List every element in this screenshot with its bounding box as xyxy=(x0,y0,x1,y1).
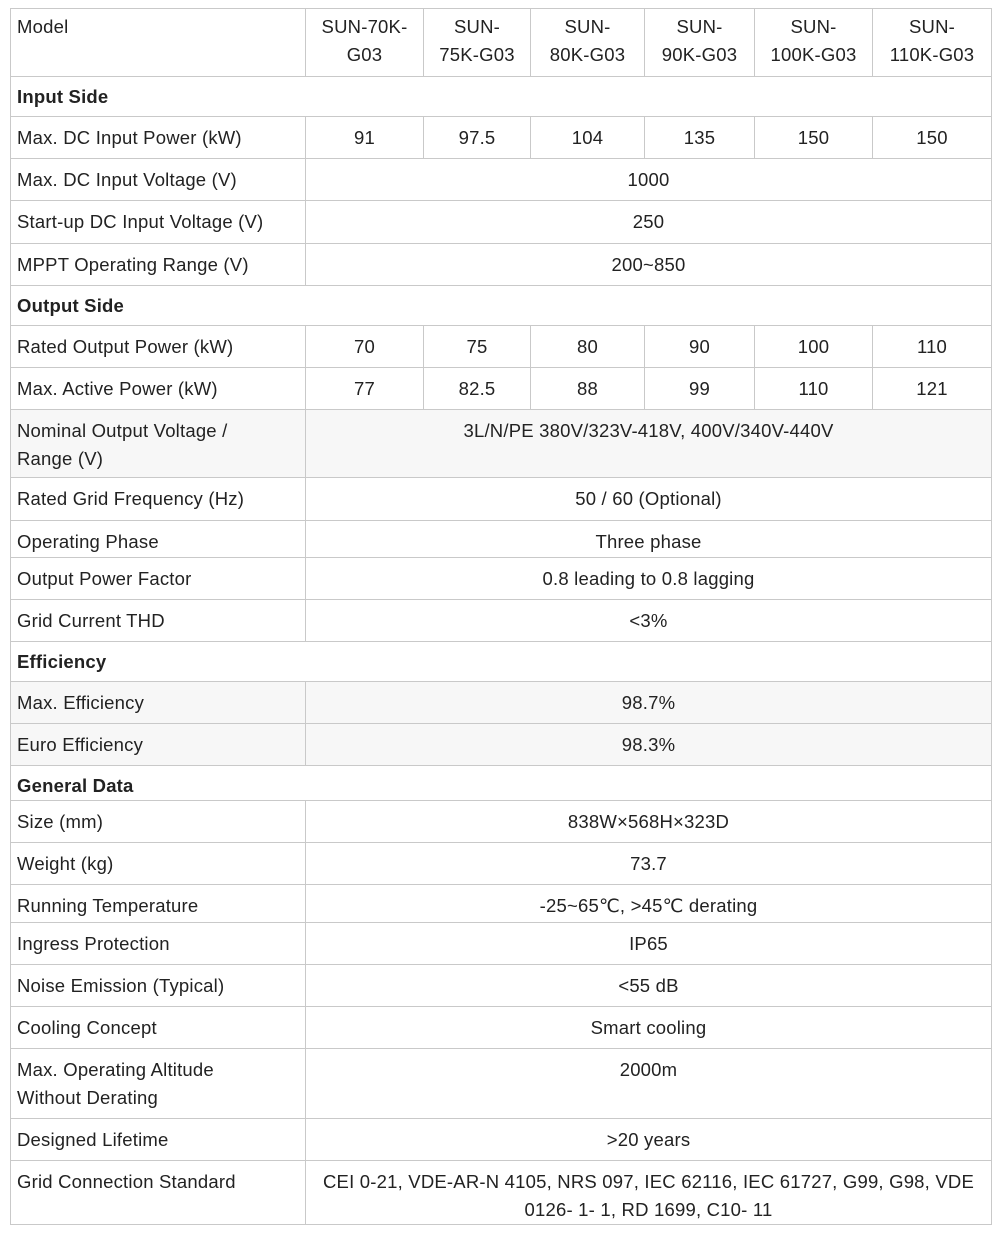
model-header-cell: SUN- 90K-G03 xyxy=(645,9,755,77)
spec-value: 75 xyxy=(424,326,531,368)
spec-value: 88 xyxy=(531,368,645,410)
model-header-cell: SUN- 80K-G03 xyxy=(531,9,645,77)
spec-table-body xyxy=(11,9,992,1225)
spec-row xyxy=(11,1119,992,1161)
section-header-row xyxy=(11,77,992,117)
model-header-cell: SUN- 75K-G03 xyxy=(424,9,531,77)
spec-value: 91 xyxy=(306,117,424,159)
spec-value: 82.5 xyxy=(424,368,531,410)
spec-label: Operating Phase xyxy=(11,521,306,558)
spec-label: Size (mm) xyxy=(11,801,306,843)
model-header-row xyxy=(11,9,992,77)
spec-row xyxy=(11,1161,992,1225)
spec-value: 150 xyxy=(873,117,992,159)
spec-label: Output Power Factor xyxy=(11,558,306,600)
model-header-cell: SUN- 100K-G03 xyxy=(755,9,873,77)
spec-value: 70 xyxy=(306,326,424,368)
spec-value: <3% xyxy=(306,600,992,642)
spec-row xyxy=(11,965,992,1007)
spec-value: 104 xyxy=(531,117,645,159)
spec-row xyxy=(11,478,992,521)
spec-value: 150 xyxy=(755,117,873,159)
spec-value: 98.7% xyxy=(306,682,992,724)
spec-table xyxy=(10,8,992,1225)
spec-label: Grid Connection Standard xyxy=(11,1161,306,1225)
spec-value: >20 years xyxy=(306,1119,992,1161)
spec-row xyxy=(11,117,992,159)
section-header-row xyxy=(11,286,992,326)
spec-label: Grid Current THD xyxy=(11,600,306,642)
spec-value: 2000m xyxy=(306,1049,992,1119)
spec-value: 0.8 leading to 0.8 lagging xyxy=(306,558,992,600)
spec-row xyxy=(11,410,992,478)
spec-value: Three phase xyxy=(306,521,992,558)
spec-value: 90 xyxy=(645,326,755,368)
spec-label: Rated Grid Frequency (Hz) xyxy=(11,478,306,521)
spec-label: Running Temperature xyxy=(11,885,306,923)
spec-label: Max. Operating Altitude Without Derating xyxy=(11,1049,306,1119)
spec-row xyxy=(11,682,992,724)
spec-value: CEI 0-21, VDE-AR-N 4105, NRS 097, IEC 62116, IEC 61727, G99, G98, VDE 0126- 1- 1, RD 1699, C10- 11 xyxy=(306,1161,992,1225)
spec-value: 77 xyxy=(306,368,424,410)
spec-value: 80 xyxy=(531,326,645,368)
spec-label: Nominal Output Voltage / Range (V) xyxy=(11,410,306,478)
spec-row xyxy=(11,1007,992,1049)
spec-value: 110 xyxy=(755,368,873,410)
spec-value: 97.5 xyxy=(424,117,531,159)
spec-row xyxy=(11,244,992,286)
spec-row xyxy=(11,843,992,885)
spec-value: 98.3% xyxy=(306,724,992,766)
model-header-label: Model xyxy=(11,9,306,77)
section-header-row xyxy=(11,642,992,682)
spec-value: 1000 xyxy=(306,159,992,201)
spec-row xyxy=(11,368,992,410)
model-header-cell: SUN- 110K-G03 xyxy=(873,9,992,77)
spec-value: Smart cooling xyxy=(306,1007,992,1049)
spec-label: MPPT Operating Range (V) xyxy=(11,244,306,286)
section-title: Output Side xyxy=(11,286,992,326)
spec-value: 73.7 xyxy=(306,843,992,885)
spec-label: Cooling Concept xyxy=(11,1007,306,1049)
spec-row xyxy=(11,923,992,965)
spec-label: Designed Lifetime xyxy=(11,1119,306,1161)
model-header-cell: SUN-70K- G03 xyxy=(306,9,424,77)
section-title: General Data xyxy=(11,766,992,801)
spec-value: <55 dB xyxy=(306,965,992,1007)
section-title: Efficiency xyxy=(11,642,992,682)
spec-row xyxy=(11,521,992,558)
spec-label: Noise Emission (Typical) xyxy=(11,965,306,1007)
spec-label: Max. Efficiency xyxy=(11,682,306,724)
spec-row xyxy=(11,326,992,368)
spec-label: Start-up DC Input Voltage (V) xyxy=(11,201,306,244)
spec-label: Rated Output Power (kW) xyxy=(11,326,306,368)
spec-row xyxy=(11,1049,992,1119)
spec-value: 110 xyxy=(873,326,992,368)
spec-label: Max. DC Input Voltage (V) xyxy=(11,159,306,201)
spec-label: Weight (kg) xyxy=(11,843,306,885)
spec-row xyxy=(11,600,992,642)
spec-value: 135 xyxy=(645,117,755,159)
spec-value: 99 xyxy=(645,368,755,410)
spec-label: Ingress Protection xyxy=(11,923,306,965)
spec-row xyxy=(11,885,992,923)
spec-value: 50 / 60 (Optional) xyxy=(306,478,992,521)
spec-row xyxy=(11,159,992,201)
spec-value: 838W×568H×323D xyxy=(306,801,992,843)
spec-value: 3L/N/PE 380V/323V-418V, 400V/340V-440V xyxy=(306,410,992,478)
section-header-row xyxy=(11,766,992,801)
spec-label: Euro Efficiency xyxy=(11,724,306,766)
spec-value: IP65 xyxy=(306,923,992,965)
spec-value: 100 xyxy=(755,326,873,368)
spec-value: 250 xyxy=(306,201,992,244)
section-title: Input Side xyxy=(11,77,992,117)
spec-row xyxy=(11,801,992,843)
spec-value: 121 xyxy=(873,368,992,410)
spec-row xyxy=(11,201,992,244)
spec-value: -25~65℃, >45℃ derating xyxy=(306,885,992,923)
spec-label: Max. DC Input Power (kW) xyxy=(11,117,306,159)
spec-row xyxy=(11,724,992,766)
spec-row xyxy=(11,558,992,600)
spec-value: 200~850 xyxy=(306,244,992,286)
spec-label: Max. Active Power (kW) xyxy=(11,368,306,410)
